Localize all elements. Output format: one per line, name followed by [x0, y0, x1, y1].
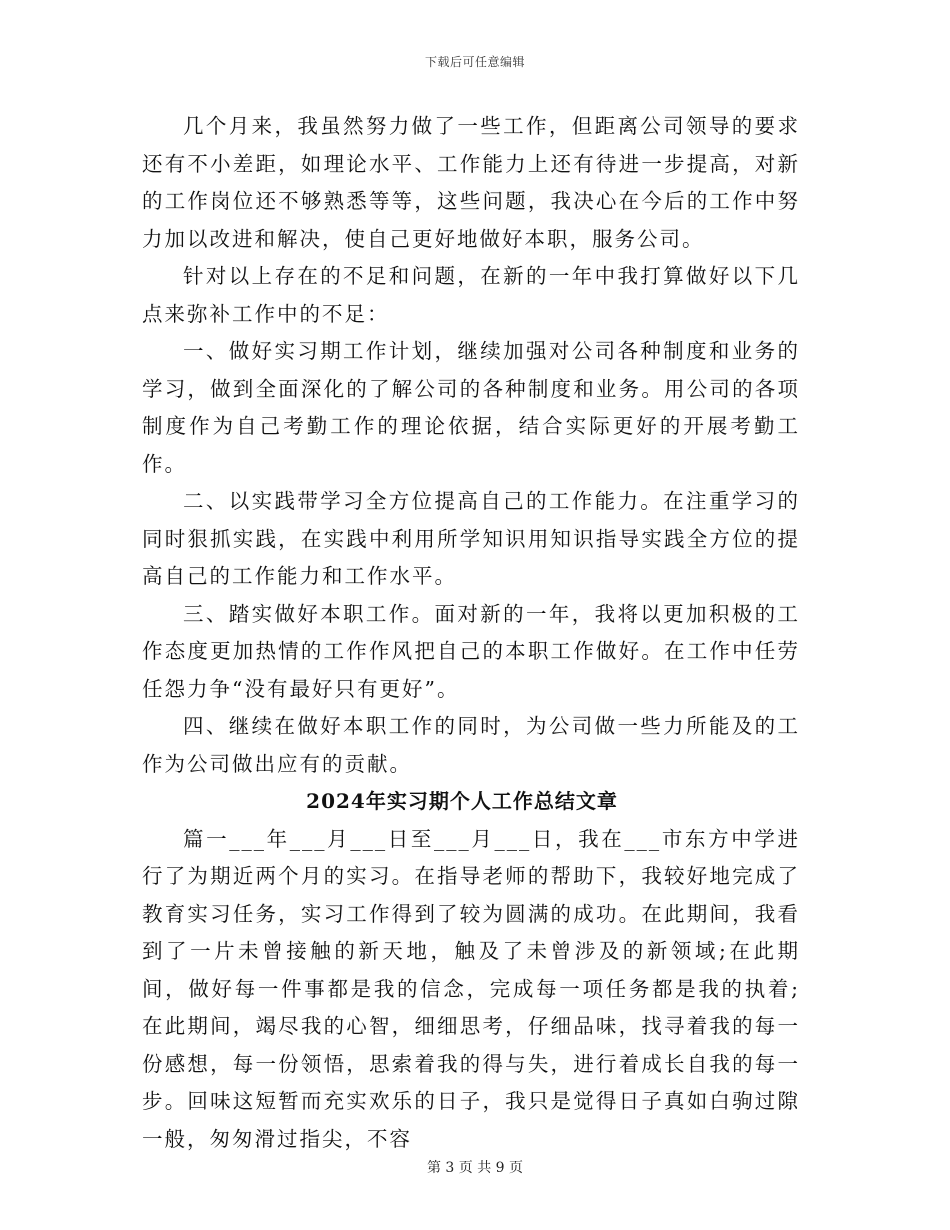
page-header: 下载后可任意编辑: [424, 55, 525, 69]
body-paragraph: 三、踏实做好本职工作。面对新的一年，我将以更加积极的工作态度更加热情的工作作风把自己的本职工作做好。在工作中任劳任怨力争“没有最好只有更好”。: [142, 601, 800, 701]
body-paragraph: 二、以实践带学习全方位提高自己的工作能力。在注重学习的同时狠抓实践，在实践中利用所学知识用知识指导实践全方位的提高自己的工作能力和工作水平。: [142, 489, 800, 588]
page-number: 第 3 页 共 9 页: [426, 1160, 524, 1176]
body-paragraph: 一、做好实习期工作计划，继续加强对公司各种制度和业务的学习，做到全面深化的了解公司的各种制度和业务。用公司的各项制度作为自己考勤工作的理论依据，结合实际更好的开展考勤工作。: [142, 339, 800, 476]
section-title: 2024年实习期个人工作总结文章: [306, 789, 618, 813]
body-paragraph: 几个月来，我虽然努力做了一些工作，但距离公司领导的要求还有不小差距，如理论水平、工作能力上还有待进一步提高，对新的工作岗位还不够熟悉等等，这些问题，我决心在今后的工作中努力加以改进和解决，使自己更好地做好本职，服务公司。: [142, 114, 800, 251]
body-paragraph: 篇一___年___月___日至___月___日，我在___市东方中学进行了为期近两个月的实习。在指导老师的帮助下，我较好地完成了教育实习任务，实习工作得到了较为圆满的成功。在此期间，我看到了一片未曾接触的新天地，触及了未曾涉及的新领域;在此期间，做好每一件事都是我的信念，完成每一项任务都是我的执着;在此期间，竭尽我的心智，细细思考，仔细品味，找寻着我的每一份感想，每一份领悟，思索着我的得与失，进行着成长自我的每一步。回味这短暂而充实欢乐的日子，我只是觉得日子真如白驹过隙一般，匆匆滑过指尖，不容: [142, 826, 800, 1151]
body-paragraph: 针对以上存在的不足和问题，在新的一年中我打算做好以下几点来弥补工作中的不足：: [142, 264, 800, 326]
document-body: [142, 108, 800, 1158]
body-paragraph: 四、继续在做好本职工作的同时，为公司做一些力所能及的工作为公司做出应有的贡献。: [142, 714, 800, 776]
